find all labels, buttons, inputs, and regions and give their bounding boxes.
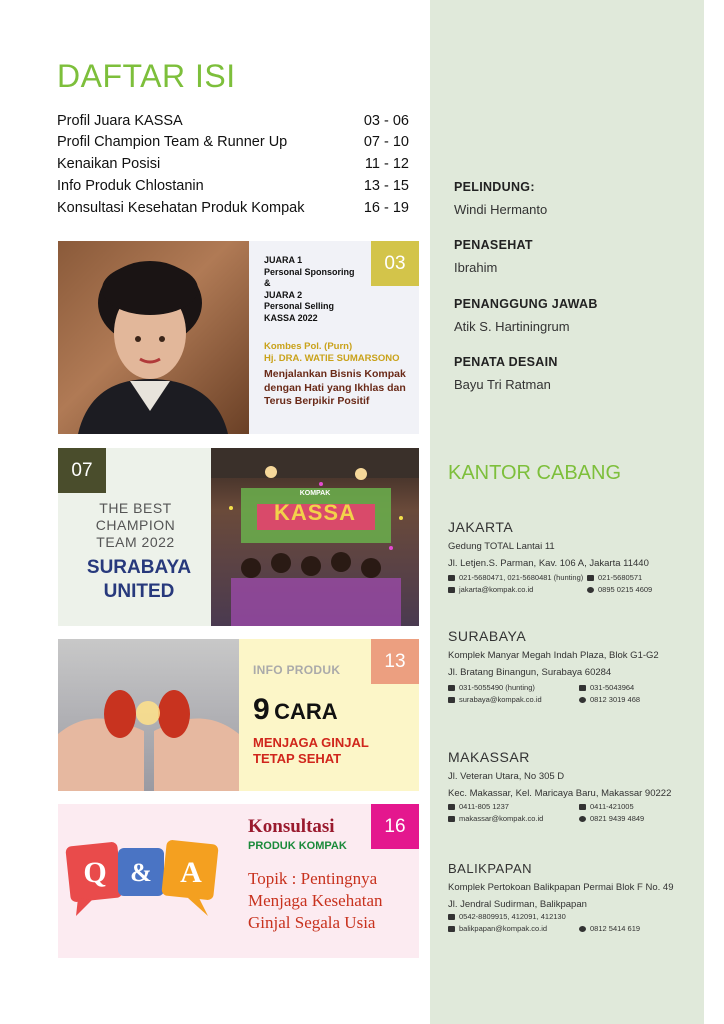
branch-whatsapp[interactable] xyxy=(587,585,652,594)
email-icon xyxy=(448,697,455,703)
toc-item-label: Info Produk Chlostanin xyxy=(57,178,204,194)
branch-city: MAKASSAR xyxy=(448,749,530,765)
credit-role: PELINDUNG: xyxy=(454,180,535,194)
card-konsultasi[interactable] xyxy=(58,804,419,958)
whatsapp-icon xyxy=(579,816,586,822)
toc-item-pages: 11 - 12 xyxy=(364,156,409,172)
person-name xyxy=(264,341,399,365)
toc-item-label: Profil Champion Team & Runner Up xyxy=(57,134,288,150)
kidney-hands-photo xyxy=(58,639,239,791)
toc-item[interactable] xyxy=(57,113,409,129)
credit-role: PENASEHAT xyxy=(454,238,533,252)
person-fullname: Hj. DRA. WATIE SUMARSONO xyxy=(264,353,400,364)
fax-text: 0411-421005 xyxy=(590,802,634,811)
card-champion-team[interactable] xyxy=(58,448,419,626)
toc-item[interactable] xyxy=(57,200,409,216)
champion-line: THE BEST xyxy=(99,500,172,516)
toc-item-label: Konsultasi Kesehatan Produk Kompak xyxy=(57,200,305,216)
branch-jakarta xyxy=(448,519,698,572)
whatsapp-text: 0812 3019 468 xyxy=(590,695,641,704)
branch-fax[interactable] xyxy=(579,683,634,692)
branch-balikpapan xyxy=(448,861,704,913)
toc-item-label: Profil Juara KASSA xyxy=(57,113,183,129)
page-badge: 13 xyxy=(371,639,419,684)
credit-name: Atik S. Hartiningrum xyxy=(454,319,570,334)
fax-text: 031-5043964 xyxy=(590,683,635,692)
q-letter: Q xyxy=(83,856,107,889)
toc-item-label: Kenaikan Posisi xyxy=(57,156,161,172)
branch-phone[interactable] xyxy=(448,573,583,582)
award-line: Personal Selling xyxy=(264,301,335,311)
branch-surabaya xyxy=(448,628,698,681)
branch-makassar xyxy=(448,749,708,802)
nine-cara-heading xyxy=(253,693,338,727)
team-photo xyxy=(211,448,419,626)
phone-text: 0542-8809915, 412091, 412130 xyxy=(459,912,566,921)
fax-text: 021-5680571 xyxy=(598,573,643,582)
profile-quote: Menjalankan Bisnis Kompak dengan Hati yang Ikhlas dan Terus Berpikir Positif xyxy=(264,368,406,407)
branch-address-1: Gedung TOTAL Lantai 11 xyxy=(448,541,555,552)
branch-email[interactable] xyxy=(448,695,542,704)
branch-address-1: Komplek Pertokoan Balikpapan Permai Blok F No. 49 xyxy=(448,882,674,893)
email-icon xyxy=(448,816,455,822)
email-text: surabaya@kompak.co.id xyxy=(459,695,542,704)
whatsapp-icon xyxy=(579,697,586,703)
toc-item[interactable] xyxy=(57,134,409,150)
toc-item-pages: 07 - 10 xyxy=(363,134,409,150)
phone-text: 0411-805 1237 xyxy=(459,802,509,811)
team-name xyxy=(58,556,220,604)
phone-icon xyxy=(448,804,455,810)
topic-line: Ginjal Segala Usia xyxy=(248,913,376,932)
phone-text: 021-5680471, 021-5680481 (hunting) xyxy=(459,573,584,582)
award-line: JUARA 1 xyxy=(264,255,303,265)
champion-title xyxy=(58,500,213,551)
credit-block xyxy=(454,180,547,217)
a-letter: A xyxy=(180,856,202,889)
page-badge: 03 xyxy=(371,241,419,286)
credit-role: PENATA DESAIN xyxy=(454,355,558,369)
page-badge: 16 xyxy=(371,804,419,849)
branch-city: JAKARTA xyxy=(448,519,514,535)
credit-block xyxy=(454,355,558,392)
fax-icon xyxy=(579,685,586,691)
credit-name: Bayu Tri Ratman xyxy=(454,377,551,392)
branch-address-2: Jl. Letjen.S. Parman, Kav. 106 A, Jakarta 11440 xyxy=(448,558,649,569)
info-produk-sub xyxy=(253,735,369,767)
branch-city: SURABAYA xyxy=(448,628,527,644)
whatsapp-text: 0895 0215 4609 xyxy=(598,585,653,594)
toc-item-pages: 16 - 19 xyxy=(363,200,409,216)
branch-fax[interactable] xyxy=(587,573,642,582)
award-text xyxy=(264,255,374,324)
amp-letter: & xyxy=(130,858,152,887)
portrait-photo xyxy=(58,241,249,434)
branch-city: BALIKPAPAN xyxy=(448,861,532,876)
award-line: KASSA 2022 xyxy=(264,312,318,323)
phone-icon xyxy=(448,685,455,691)
whatsapp-text: 0821 9439 4849 xyxy=(590,814,645,823)
topic-line: Menjaga Kesehatan xyxy=(248,891,383,910)
kompak-logo: KOMPAK xyxy=(299,490,331,497)
branch-whatsapp[interactable] xyxy=(579,924,640,933)
team-name-line: SURABAYA xyxy=(86,557,192,578)
card-info-produk[interactable] xyxy=(58,639,419,791)
toc-title: DAFTAR ISI xyxy=(57,58,236,94)
phone-icon xyxy=(448,914,455,920)
branch-whatsapp[interactable] xyxy=(579,695,640,704)
phone-text: 031-5055490 (hunting) xyxy=(459,683,535,692)
person-rank: Kombes Pol. (Purn) xyxy=(264,341,353,352)
email-icon xyxy=(448,587,455,593)
toc-item[interactable] xyxy=(57,178,409,194)
credit-role: PENANGGUNG JAWAB xyxy=(454,297,598,311)
award-line: JUARA 2 xyxy=(264,289,303,300)
konsultasi-title: Konsultasi xyxy=(248,816,335,837)
email-text: jakarta@kompak.co.id xyxy=(459,585,534,594)
team-name-line: UNITED xyxy=(103,581,175,602)
credit-name: Ibrahim xyxy=(454,260,498,275)
kantor-cabang-title: KANTOR CABANG xyxy=(448,462,621,484)
toc-item-pages: 13 - 15 xyxy=(363,178,409,194)
email-text: balikpapan@kompak.co.id xyxy=(459,924,548,933)
champion-line: TEAM 2022 xyxy=(96,534,175,550)
branch-address-1: Komplek Manyar Megah Indah Plaza, Blok G1-G2 xyxy=(448,650,659,661)
branch-whatsapp[interactable] xyxy=(579,814,644,823)
branch-address-2: Jl. Jendral Sudirman, Balikpapan xyxy=(448,899,587,910)
branch-email[interactable] xyxy=(448,585,533,594)
branch-address-2: Jl. Bratang Binangun, Surabaya 60284 xyxy=(448,667,612,678)
sub-line: MENJAGA GINJAL xyxy=(253,735,369,750)
info-produk-kicker: INFO PRODUK xyxy=(253,663,341,677)
card-profil-juara[interactable] xyxy=(58,241,419,434)
branch-address-1: Jl. Veteran Utara, No 305 D xyxy=(448,771,565,782)
branch-phone[interactable] xyxy=(448,802,509,811)
branch-email[interactable] xyxy=(448,814,543,823)
konsultasi-subtitle: PRODUK KOMPAK xyxy=(248,840,347,852)
champion-line: CHAMPION xyxy=(95,517,176,533)
branch-address-2: Kec. Makassar, Kel. Maricaya Baru, Makassar 90222 xyxy=(448,788,672,799)
email-text: makassar@kompak.co.id xyxy=(459,814,544,823)
award-line: Personal Sponsoring xyxy=(264,266,355,277)
fax-icon xyxy=(579,804,586,810)
sub-line: TETAP SEHAT xyxy=(253,751,342,766)
credit-block xyxy=(454,297,598,334)
credit-block xyxy=(454,238,533,275)
toc-item-pages: 03 - 06 xyxy=(363,113,409,129)
big-word: CARA xyxy=(274,699,338,724)
branch-phone[interactable] xyxy=(448,683,535,692)
award-line: & xyxy=(264,278,271,288)
email-icon xyxy=(448,926,455,932)
toc-item[interactable] xyxy=(57,156,409,172)
topic-line: Topik : Pentingnya xyxy=(248,869,378,888)
whatsapp-icon xyxy=(587,587,594,593)
konsultasi-topic xyxy=(248,868,383,934)
phone-icon xyxy=(448,575,455,581)
branch-phone[interactable] xyxy=(448,912,566,921)
fax-icon xyxy=(587,575,594,581)
branch-fax[interactable] xyxy=(579,802,634,811)
page-badge: 07 xyxy=(58,448,106,493)
whatsapp-icon xyxy=(579,926,586,932)
big-number: 9 xyxy=(253,693,270,726)
whatsapp-text: 0812 5414 619 xyxy=(590,924,641,933)
qa-illustration xyxy=(58,804,239,958)
kassa-banner: KASSA xyxy=(273,500,356,525)
branch-email[interactable] xyxy=(448,924,547,933)
credit-name: Windi Hermanto xyxy=(454,202,548,217)
